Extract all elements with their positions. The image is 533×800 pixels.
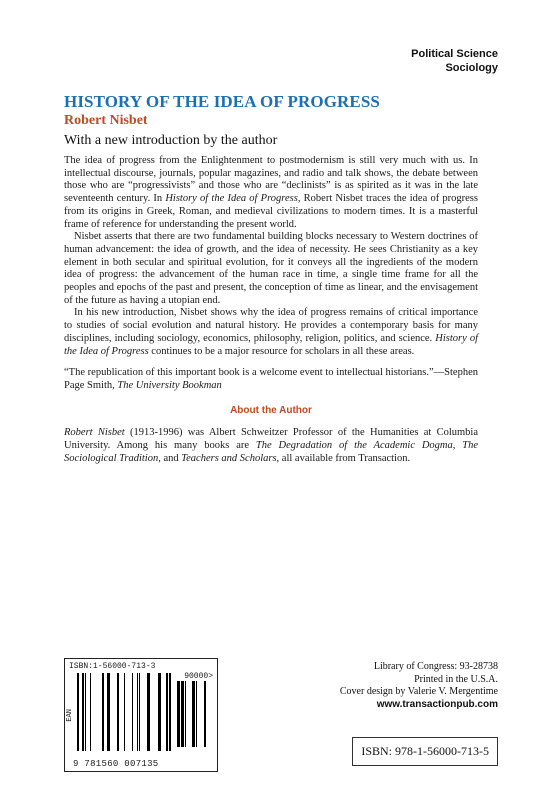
publisher-website: www.transactionpub.com [376, 698, 498, 710]
ean-barcode-bars [77, 673, 173, 753]
subject-categories [411, 47, 498, 75]
description-paragraph-1 [64, 155, 478, 231]
text-run: , all available from Transaction. [276, 452, 411, 464]
category-sociology: Sociology [445, 62, 498, 74]
review-quote [64, 367, 478, 392]
isbn-13: ISBN: 978-1-56000-713-5 [352, 737, 498, 766]
text-run: , [452, 440, 463, 452]
imprint-info [340, 661, 498, 711]
book-title: HISTORY OF THE IDEA OF PROGRESS [64, 92, 380, 111]
book-author: Robert Nisbet [64, 113, 148, 128]
barcode [64, 658, 218, 772]
book-title-italic: History of the Idea of Progress [165, 193, 298, 205]
barcode-price-code: 90000> [184, 672, 213, 681]
publication-name: The University Bookman [117, 379, 222, 391]
description [64, 155, 478, 465]
text-run: The idea of progress from the Enlightenment to postmodernism is still very much with us. In intellectual discourse, journals, popular magazines, and radio and talk shows, the debate between those who are “progressivists” and those who are “declinists” is as spirited as it was in the late seventeenth century. In [64, 155, 478, 205]
cover-design-credit: Cover design by Valerie V. Mergentime [339, 686, 498, 697]
author-name-italic: Robert Nisbet [64, 427, 125, 439]
text-run: In his new introduction, Nisbet shows why the idea of progress remains of critical importance to studies of social evolution and natural history. He provides a contemporary basis for many disciplines, including sociology, economics, philosophy, religion, politics, and science. [64, 307, 478, 344]
book-title-italic: Teachers and Scholars [181, 452, 277, 464]
text-run: continues to be a major resource for scholars in all these areas. [148, 345, 415, 357]
barcode-isbn-label: ISBN:1-56000-713-3 [69, 662, 156, 671]
barcode-ean-label: EAN [66, 709, 74, 722]
book-title-italic: The Degradation of the Academic Dogma [255, 440, 453, 452]
about-author-heading: About the Author [230, 404, 312, 416]
barcode-digits: 9 781560 007135 [73, 759, 159, 769]
book-title-italic: History of the Idea of Progress [64, 332, 479, 357]
description-paragraph-3 [64, 307, 478, 358]
library-of-congress: Library of Congress: 93-28738 [373, 661, 498, 672]
text-run: “The republication of this important book is a welcome event to intellectual historians.”—Stephen Page Smith, [64, 367, 478, 391]
price-barcode-bars [177, 681, 211, 751]
description-paragraph-2: Nisbet asserts that there are two fundamental building blocks necessary to Western doctrines of human advancement: the idea of growth, and the idea of necessity. He sees Christianity as a key element in both secular and spiritual evolution, for it conveys all the ingredients of the modern idea of progress: the advancement of the human race in time, a single time frame for all the peoples and epochs of the past and present, the conception of time as linear, and the envisagement of the future as having a utopian end. [64, 231, 478, 306]
book-subtitle: With a new introduction by the author [64, 133, 278, 148]
category-political-science: Political Science [411, 48, 498, 60]
author-bio [64, 427, 478, 465]
printed-in: Printed in the U.S.A. [414, 673, 498, 685]
text-run: , and [158, 452, 182, 464]
text-run: (1913-1996) was Albert Schweitzer Professor of the Humanities at Columbia University. Among his many books are [64, 427, 478, 452]
text-run: , Robert Nisbet traces the idea of progress from its origins in Greek, Roman, and medieval civilizations to modern times. It is a masterful frame of reference for understanding the present world. [64, 193, 478, 230]
book-title-italic: The Sociological Tradition [64, 440, 479, 464]
